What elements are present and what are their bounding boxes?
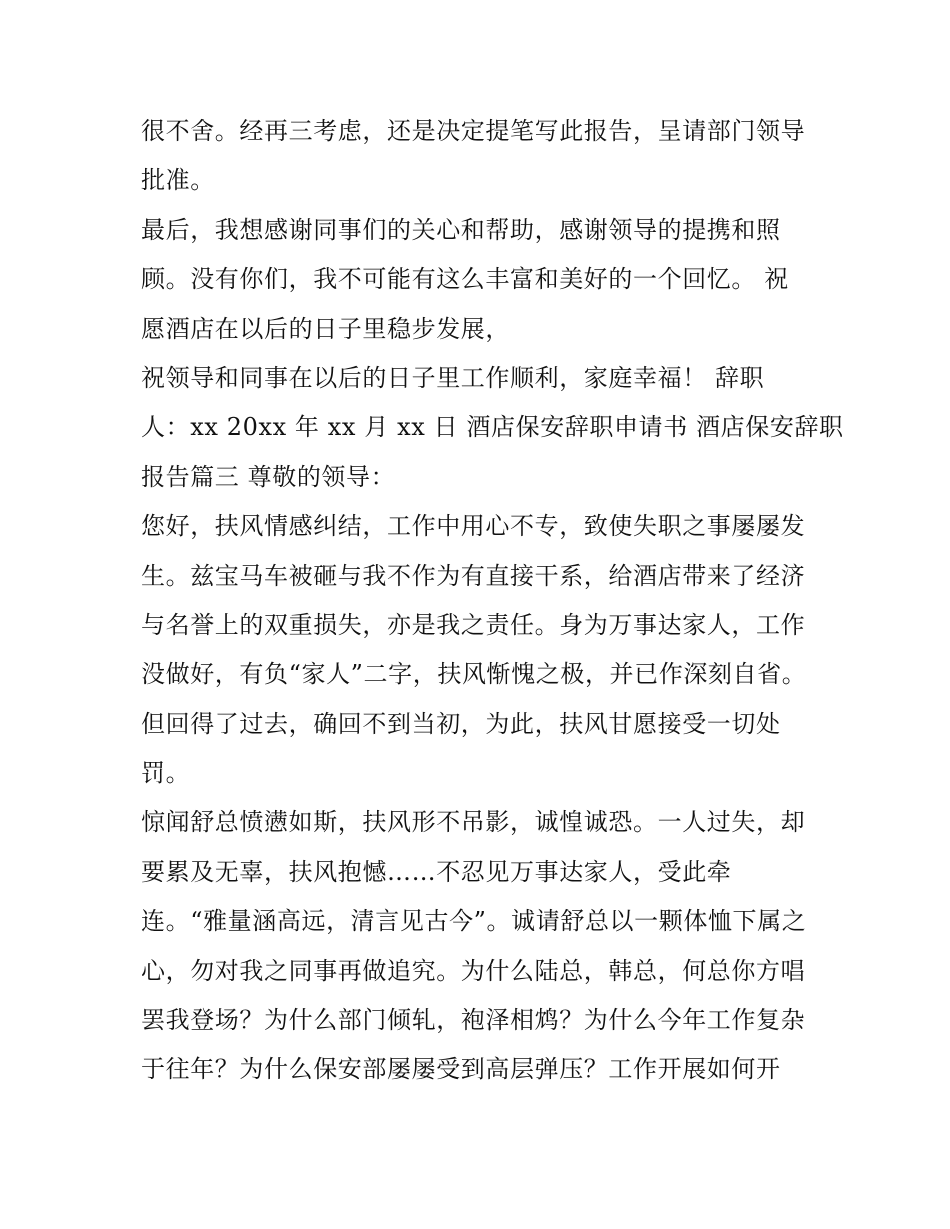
text-line: 惊闻舒总愤懑如斯，扶风形不吊影，诚惶诚恐。一人过失，却 — [141, 808, 806, 837]
text-line: 连。“雅量涵高远，清言见古今”。诚请舒总以一颗体恤下属之 — [141, 907, 807, 936]
text-line: 罚。 — [141, 759, 191, 788]
text-line: 与名誉上的双重损失，亦是我之责任。身为万事达家人，工作 — [141, 610, 806, 639]
text-line: 报告篇三 尊敬的领导： — [141, 462, 396, 491]
text-line: 心，勿对我之同事再做追究。为什么陆总，韩总，何总你方唱 — [141, 956, 806, 985]
text-line: 罢我登场？为什么部门倾轧，袍泽相鸩？为什么今年工作复杂 — [141, 1006, 806, 1035]
text-line: 批准。 — [141, 166, 215, 195]
text-line: 顾。没有你们，我不可能有这么丰富和美好的一个回忆。 祝 — [141, 265, 789, 294]
text-line: 愿酒店在以后的日子里稳步发展， — [141, 314, 510, 343]
text-line: 很不舍。经再三考虑，还是决定提笔写此报告，呈请部门领导 — [141, 117, 806, 145]
text-line: 要累及无辜，扶风抱憾……不忍见万事达家人，受此牵 — [141, 857, 732, 886]
text-line: 您好，扶风情感纠结，工作中用心不专，致使失职之事屡屡发 — [141, 512, 806, 541]
text-line: 但回得了过去，确回不到当初，为此，扶风甘愿接受一切处 — [141, 709, 781, 738]
text-line: 人：xx 20xx 年 xx 月 xx 日 酒店保安辞职申请书 酒店保安辞职 — [141, 413, 844, 442]
text-line: 没做好，有负“家人”二字，扶风惭愧之极，并已作深刻自省。 — [141, 660, 807, 689]
text-line: 生。兹宝马车被砸与我不作为有直接干系，给酒店带来了经济 — [141, 561, 806, 590]
document-body — [141, 107, 844, 1095]
text-line: 于往年？为什么保安部屡屡受到高层弹压？工作开展如何开 — [141, 1055, 781, 1084]
text-line: 最后，我想感谢同事们的关心和帮助，感谢领导的提携和照 — [141, 215, 781, 244]
text-line: 祝领导和同事在以后的日子里工作顺利，家庭幸福！ 辞职 — [141, 363, 765, 392]
